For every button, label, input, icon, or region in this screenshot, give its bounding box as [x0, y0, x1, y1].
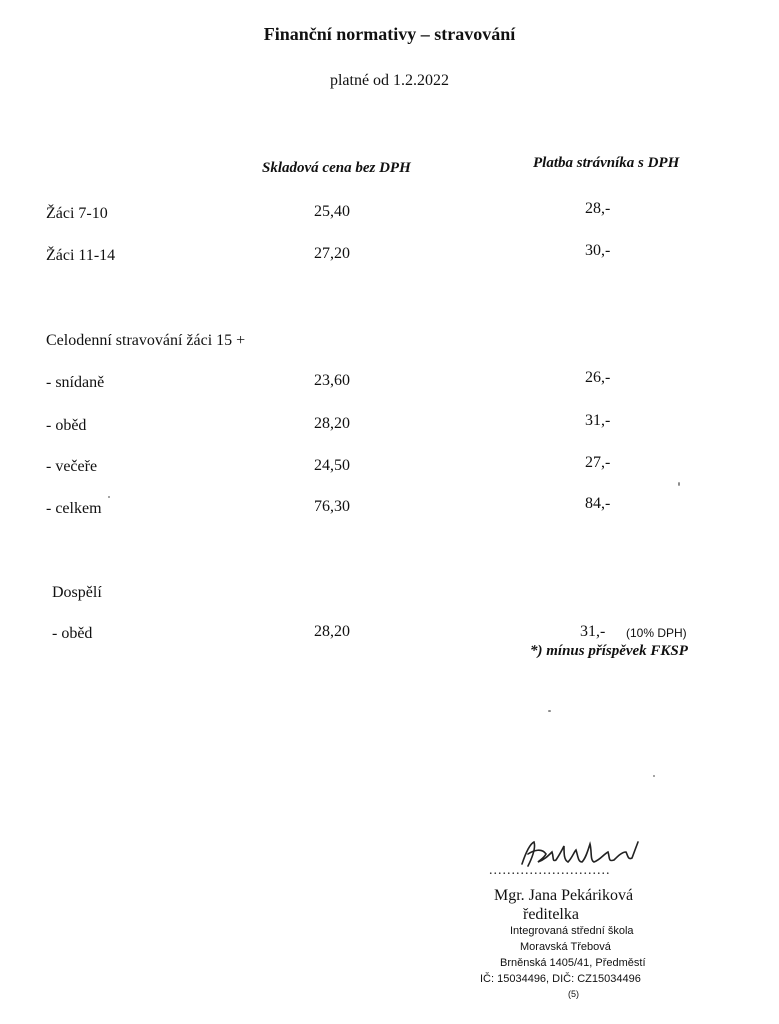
row-label: - snídaně	[46, 374, 105, 391]
column-header-payment: Platba strávníka s DPH	[533, 155, 680, 171]
price-value: 24,50	[314, 457, 350, 474]
stamp-line: Moravská Třebová	[520, 941, 611, 953]
row-label: - večeře	[46, 458, 98, 475]
price-value: 28,20	[314, 415, 350, 432]
scan-speck	[548, 710, 551, 712]
row-label: Žáci 11-14	[46, 247, 116, 264]
payment-value: 31,-	[585, 412, 611, 429]
vat-note: (10% DPH)	[626, 626, 687, 640]
page-title: Finanční normativy – stravování	[263, 24, 516, 44]
validity-date: platné od 1.2.2022	[329, 72, 450, 89]
fksp-note: *) mínus příspěvek FKSP	[530, 643, 688, 659]
signatory-role: ředitelka	[523, 906, 579, 923]
payment-value: 84,-	[585, 495, 611, 512]
price-value: 23,60	[314, 372, 350, 389]
payment-value: 30,-	[585, 242, 611, 259]
scan-speck	[678, 482, 680, 486]
payment-value: 31,-	[580, 623, 606, 640]
row-label: - oběd	[46, 417, 87, 434]
price-value: 25,40	[314, 203, 350, 220]
scan-speck	[108, 496, 110, 498]
price-value: 28,20	[314, 623, 350, 640]
price-value: 76,30	[314, 498, 350, 515]
payment-value: 26,-	[585, 369, 611, 386]
scan-speck	[653, 775, 655, 777]
row-label: - celkem	[46, 500, 102, 517]
signature-line: ...........................	[489, 863, 611, 878]
row-label: Žáci 7-10	[46, 205, 108, 222]
stamp-line: Brněnská 1405/41, Předměstí	[500, 957, 646, 969]
signatory-name: Mgr. Jana Pekáriková	[494, 887, 634, 904]
section-heading: Dospělí	[52, 584, 102, 601]
stamp-line: Integrovaná střední škola	[510, 925, 634, 937]
stamp-line: (5)	[568, 989, 579, 999]
payment-value: 27,-	[585, 454, 611, 471]
column-header-price: Skladová cena bez DPH	[262, 160, 411, 176]
payment-value: 28,-	[585, 200, 611, 217]
stamp-line: IČ: 15034496, DIČ: CZ15034496	[480, 973, 641, 985]
row-label: - oběd	[52, 625, 93, 642]
price-value: 27,20	[314, 245, 350, 262]
section-heading: Celodenní stravování žáci 15 +	[46, 332, 246, 349]
